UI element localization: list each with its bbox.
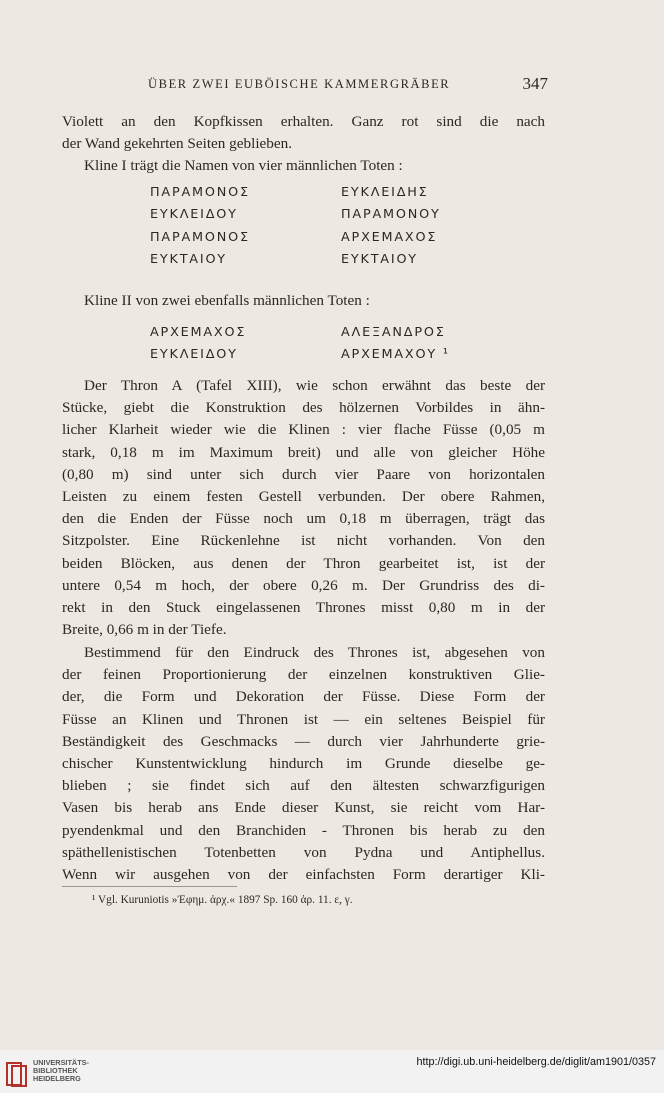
- paragraph-feet: [62, 642, 545, 886]
- text-line: Beständigkeit des Geschmacks — durch vier Jahrhunderte grie-: [62, 732, 545, 750]
- library-logo-icon: [5, 1060, 29, 1088]
- name-row: [150, 181, 470, 204]
- text-line: beiden Blöcken, aus denen der Thron gearbeitet ist, ist der: [62, 554, 545, 572]
- library-name-line: HEIDELBERG: [33, 1074, 81, 1084]
- paragraph-throne: [62, 375, 545, 641]
- name-left: ΕΥΚΛΕΙΔΟΥ: [150, 347, 238, 363]
- name-left: ΑΡΧΕΜΑΧΟΣ: [150, 324, 247, 340]
- footnote-rule: [62, 886, 237, 887]
- name-right: ΑΛΕΞΑΝΔΡΟΣ: [341, 324, 446, 340]
- text-line: der feinen Proportionierung der einzelnen konstruktiven Glie-: [62, 666, 545, 684]
- text-line: Der Thron A (Tafel XIII), wie schon erwähnt das beste der: [84, 377, 545, 394]
- kline-2-intro: [62, 290, 545, 312]
- text-line: blieben ; sie findet sich auf den ältesten schwarzfigurigen: [62, 777, 545, 795]
- name-right: ΕΥΚΤΑΙΟΥ: [341, 252, 418, 268]
- logo-frame-front: [12, 1066, 26, 1086]
- name-left: ΠΑΡΑΜΟΝΟΣ: [150, 229, 250, 245]
- text-line: licher Klarheit wieder wie die Klinen : vier flache Füsse (0,05 m: [62, 421, 545, 439]
- running-title: ÜBER ZWEI EUBÖISCHE KAMMERGRÄBER: [148, 77, 451, 91]
- footnote: ¹ Vgl. Kuruniotis »Ἐφημ. ἀρχ.« 1897 Sp. 160 ἀρ. 11. ε, γ.: [92, 894, 353, 906]
- name-row: [150, 226, 470, 249]
- name-right: ΠΑΡΑΜΟΝΟΥ: [341, 207, 441, 223]
- text-line: Violett an den Kopfkissen erhalten. Ganz rot sind die nach: [62, 113, 545, 130]
- library-name-line: UNIVERSITÄTS-: [33, 1058, 89, 1067]
- text-line: chischer Kunstentwicklung hindurch im Grunde dieselbe ge-: [62, 755, 545, 773]
- source-url[interactable]: http://digi.ub.uni-heidelberg.de/diglit/am1901/0357: [416, 1056, 656, 1068]
- text-line: Sitzpolster. Eine Rückenlehne ist nicht vorhanden. Von den: [62, 532, 545, 550]
- text-line: Stücke, giebt die Konstruktion des hölzernen Vorbildes in ähn-: [62, 399, 545, 417]
- text-line: Kline I trägt die Namen von vier männlichen Toten :: [84, 157, 403, 175]
- name-right: ΕΥΚΛΕΙΔΗΣ: [341, 184, 429, 200]
- text-line: Kline II von zwei ebenfalls männlichen Toten :: [84, 292, 370, 309]
- text-line: späthellenistischen Totenbetten von Pydna und Antiphellus.: [62, 843, 545, 861]
- name-row: [150, 204, 470, 227]
- text-line: untere 0,54 m hoch, der obere 0,26 m. Der Grundriss des di-: [62, 576, 545, 594]
- text-line: Vasen bis herab ans Ende dieser Kunst, sie reicht vom Har-: [62, 799, 545, 817]
- page-header: [62, 74, 546, 104]
- name-right: ΑΡΧΕΜΑΧΟΥ ¹: [341, 347, 450, 363]
- library-name-line: BIBLIOTHEK: [33, 1066, 78, 1076]
- text-line: pyendenkmal und den Branchiden - Thronen bis herab zu den: [62, 821, 545, 839]
- kline-1-names: [150, 181, 470, 271]
- library-name: [33, 1059, 89, 1084]
- text-line: rekt in den Stuck eingelassenen Thrones misst 0,80 m in der: [62, 599, 545, 617]
- text-line: Bestimmend für den Eindruck des Thrones ist, abgesehen von: [84, 644, 545, 661]
- text-line: der, die Form und Dekoration der Füsse. Diese Form der: [62, 688, 545, 706]
- text-line: der Wand gekehrten Seiten geblieben.: [62, 135, 293, 153]
- name-left: ΕΥΚΛΕΙΔΟΥ: [150, 207, 238, 223]
- name-row: [150, 344, 470, 367]
- text-line: Breite, 0,66 m in der Tiefe.: [62, 621, 227, 639]
- name-row: [150, 249, 470, 272]
- name-right: ΑΡΧΕΜΑΧΟΣ: [341, 229, 438, 245]
- kline-2-names: [150, 321, 470, 366]
- text-line: stark, 0,18 m im Maximum breit) und alle von gleicher Höhe: [62, 443, 545, 461]
- name-left: ΕΥΚΤΑΙΟΥ: [150, 252, 227, 268]
- text-line: Wenn wir ausgehen von der einfachsten Form derartiger Kli-: [62, 866, 545, 884]
- text-line: Füsse an Klinen und Thronen ist — ein seltenes Beispiel für: [62, 710, 545, 728]
- intro-text: [62, 111, 545, 178]
- text-line: (0,80 m) sind unter sich durch vier Paare von horizontalen: [62, 465, 545, 483]
- name-row: [150, 321, 470, 344]
- name-left: ΠΑΡΑΜΟΝΟΣ: [150, 184, 250, 200]
- text-line: Leisten zu einem festen Gestell verbunden. Der obere Rahmen,: [62, 488, 545, 506]
- page-number: 347: [522, 74, 548, 93]
- text-line: den die Enden der Füsse noch um 0,18 m überragen, trägt das: [62, 510, 545, 528]
